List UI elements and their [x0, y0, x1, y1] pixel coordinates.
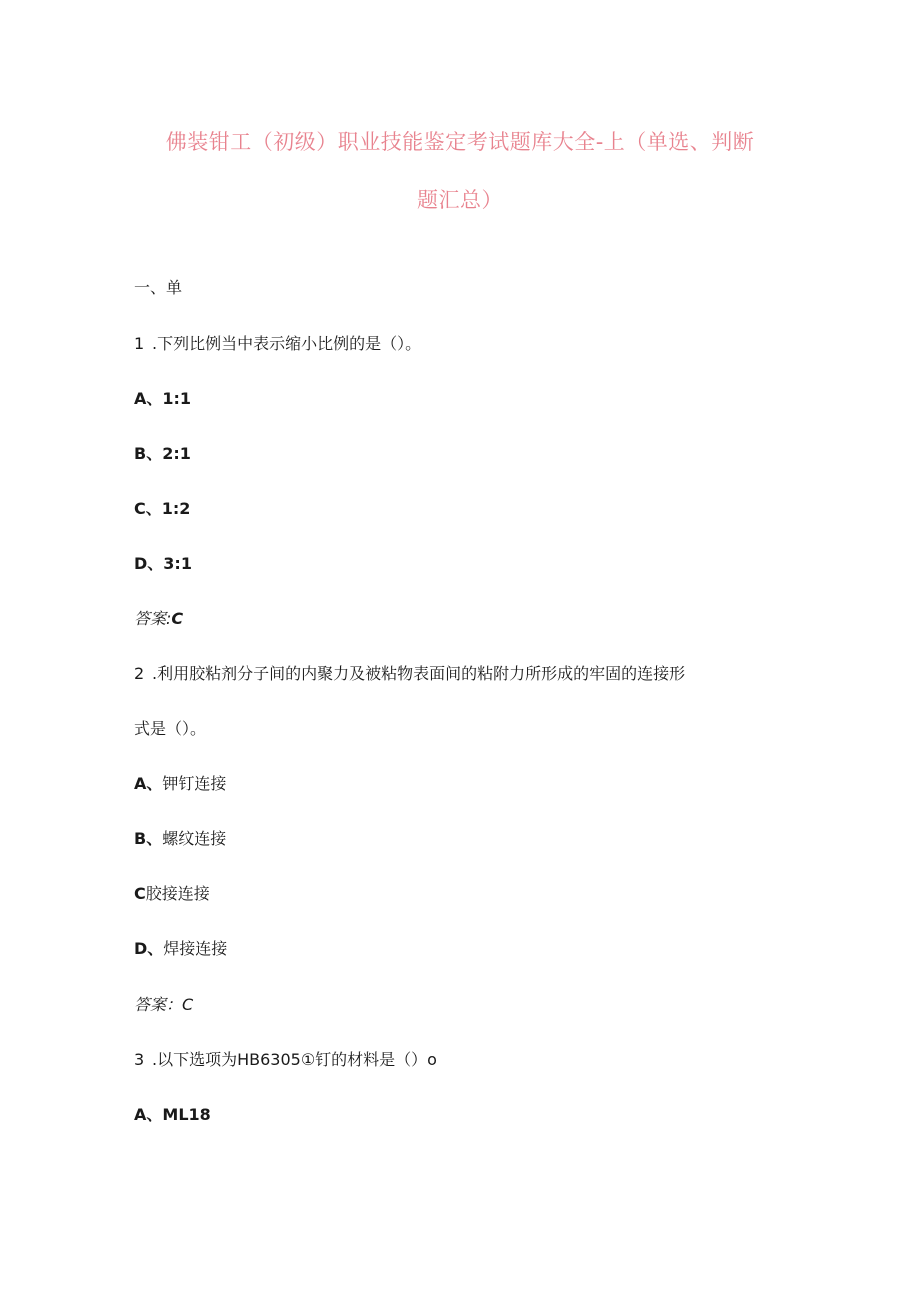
question-1-option-c: [134, 496, 190, 519]
option-key: A、: [134, 1105, 163, 1124]
question-2-stem: [134, 661, 685, 684]
question-1-option-a: [134, 386, 191, 409]
question-3-stem: [134, 1047, 437, 1070]
question-number: 1: [134, 334, 145, 353]
option-text: 焊接连接: [163, 939, 228, 958]
question-number: 3: [134, 1050, 145, 1069]
document-title-line-1: 佛装钳工（初级）职业技能鉴定考试题库大全-上（单选、判断: [165, 130, 755, 154]
option-key: B、: [134, 444, 163, 463]
answer-label: 答案：: [134, 995, 183, 1014]
document-title-line-2: 题汇总）: [417, 188, 503, 212]
option-key: C、: [134, 499, 162, 518]
option-text: 3:1: [163, 554, 192, 573]
answer-value: C: [171, 609, 184, 628]
question-2-answer: [134, 992, 193, 1015]
option-key: D、: [134, 939, 164, 958]
question-1-answer: [134, 606, 183, 629]
question-number: 2: [134, 664, 145, 683]
option-text: 2:1: [162, 444, 191, 463]
option-key: D、: [134, 554, 164, 573]
option-text: 1:1: [162, 389, 192, 408]
question-text: .以下选项为HB6305①钉的材料是（）o: [152, 1050, 437, 1069]
question-1-option-b: [134, 441, 191, 464]
question-2-stem-continued: 式是（）。: [134, 719, 207, 738]
option-text: 钾钉连接: [162, 774, 227, 793]
option-text: ML18: [162, 1105, 211, 1124]
question-2-option-b: [134, 826, 226, 849]
option-text: 1:2: [161, 499, 191, 518]
question-2-option-c: [134, 881, 210, 904]
question-2-option-a: [134, 771, 226, 794]
option-key: B、: [134, 829, 163, 848]
answer-label: 答案:: [134, 609, 172, 628]
question-text: .下列比例当中表示缩小比例的是（）。: [152, 334, 422, 353]
option-text: 胶接连接: [145, 884, 210, 903]
question-2-option-d: [134, 936, 227, 959]
option-key: A、: [134, 389, 163, 408]
question-1-stem: [134, 331, 421, 354]
option-key: C: [134, 884, 146, 903]
option-key: A、: [134, 774, 163, 793]
section-heading: 一、单: [134, 278, 183, 297]
question-1-option-d: [134, 551, 192, 574]
question-3-option-a: [134, 1102, 211, 1125]
question-text: .利用胶粘剂分子间的内聚力及被粘物表面间的粘附力所形成的牢固的连接形: [152, 664, 686, 683]
option-text: 螺纹连接: [162, 829, 227, 848]
answer-value: C: [182, 995, 194, 1014]
